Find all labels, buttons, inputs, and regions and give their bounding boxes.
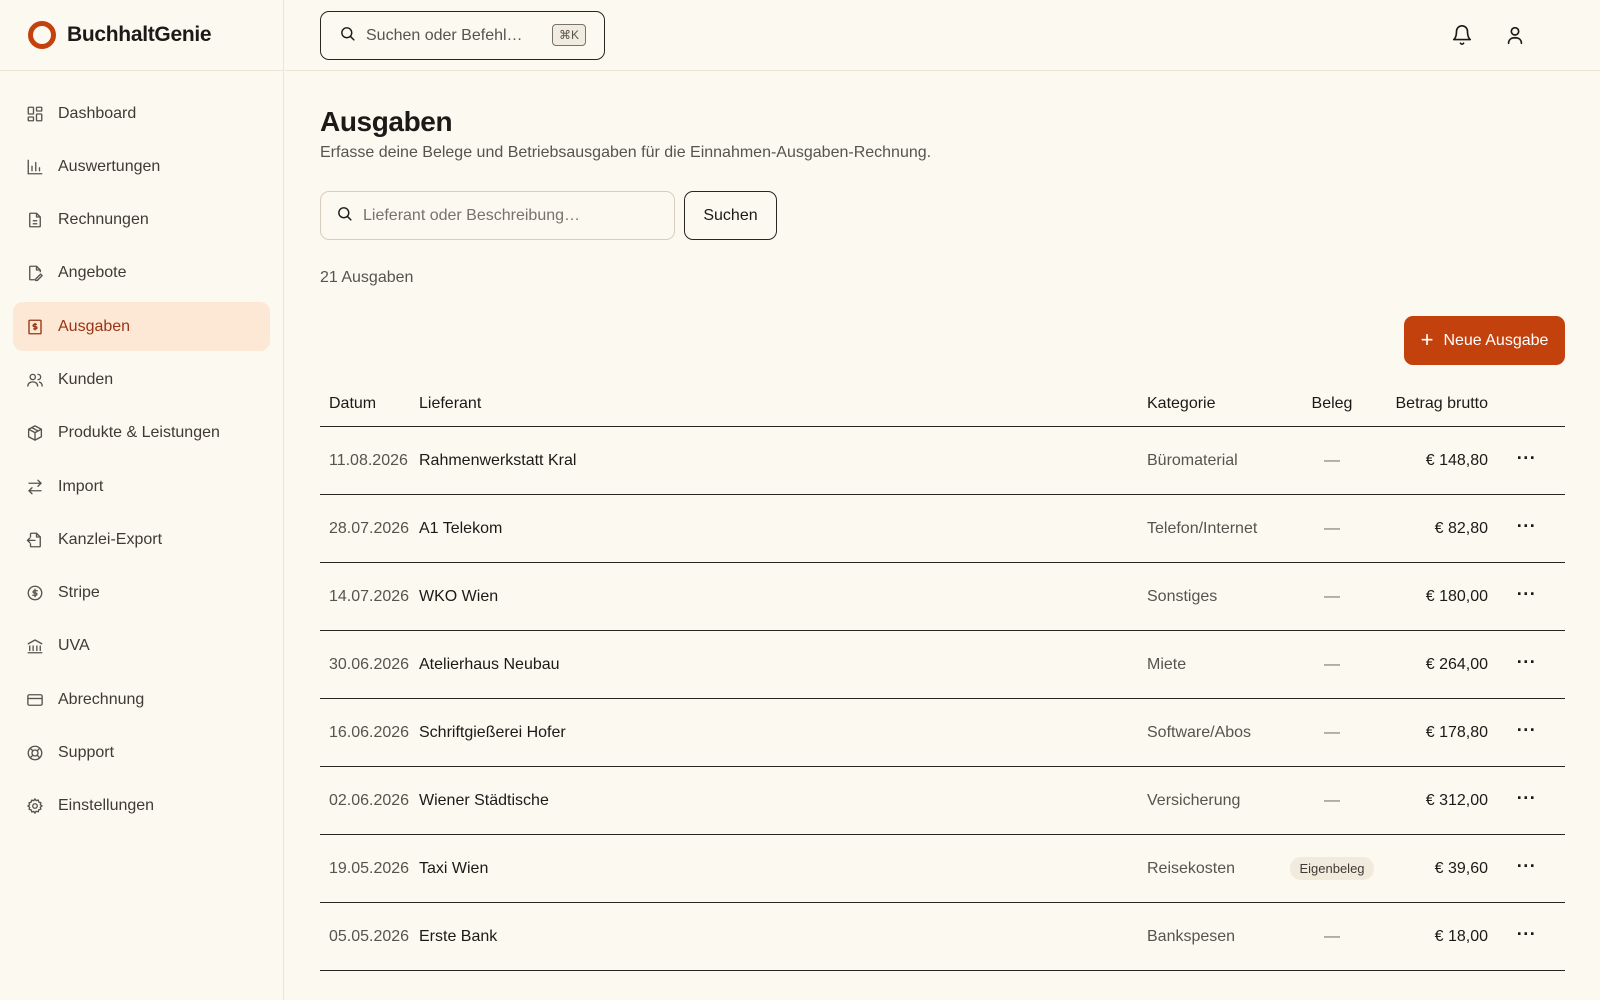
command-search[interactable] <box>320 11 605 60</box>
cell-category: Miete <box>1147 655 1187 673</box>
table-row[interactable] <box>320 699 1565 767</box>
sidebar-item-dashboard[interactable] <box>13 89 270 138</box>
sidebar-item-label: Ausgaben <box>58 317 131 335</box>
sidebar-item-support[interactable] <box>13 729 270 778</box>
sidebar-nav <box>0 71 283 831</box>
sidebar-item-auswertungen[interactable] <box>13 142 270 191</box>
sidebar-item-label: Produkte & Leistungen <box>58 424 220 442</box>
cell-amount: € 82,80 <box>1434 519 1488 537</box>
sidebar-item-label: Kanzlei-Export <box>58 530 163 548</box>
cell-date: 19.05.2026 <box>329 859 410 877</box>
page-title: Ausgaben <box>320 106 453 137</box>
bar-chart-icon <box>26 158 44 176</box>
cell-receipt: — <box>1324 791 1340 809</box>
more-actions-icon[interactable]: ··· <box>1516 719 1537 740</box>
table-row[interactable] <box>320 631 1565 699</box>
sidebar-item-abrechnung[interactable] <box>13 675 270 724</box>
plus-icon: + <box>1420 326 1434 352</box>
cell-actions <box>1488 787 1565 808</box>
cell-date: 28.07.2026 <box>329 519 410 537</box>
header-category[interactable]: Kategorie <box>1147 394 1216 412</box>
page-subtitle: Erfasse deine Belege und Betriebsausgaben für die Einnahmen-Ausgaben-Rechnung. <box>320 144 932 161</box>
sidebar-item-uva[interactable] <box>13 622 270 671</box>
table-row[interactable] <box>320 563 1565 631</box>
cell-amount: € 180,00 <box>1425 587 1488 605</box>
cell-supplier: WKO Wien <box>419 587 499 605</box>
sidebar-item-ausgaben[interactable] <box>13 302 270 351</box>
sidebar-item-angebote[interactable] <box>13 249 270 298</box>
cell-supplier: Wiener Städtische <box>419 791 549 809</box>
sidebar-item-label: Angebote <box>58 264 127 282</box>
cell-supplier: Taxi Wien <box>419 859 489 877</box>
sidebar-item-import[interactable] <box>13 462 270 511</box>
sidebar-item-label: Auswertungen <box>58 157 161 175</box>
cell-amount: € 312,00 <box>1425 791 1488 809</box>
cell-date: 16.06.2026 <box>329 723 410 741</box>
package-icon <box>26 424 44 442</box>
cell-actions <box>1488 719 1565 740</box>
expense-count: 21 Ausgaben <box>320 269 414 286</box>
cell-supplier: Schriftgießerei Hofer <box>419 723 566 741</box>
brand[interactable] <box>0 0 283 71</box>
cell-actions <box>1488 855 1565 876</box>
cell-category: Telefon/Internet <box>1147 519 1258 537</box>
more-actions-icon[interactable]: ··· <box>1516 787 1537 808</box>
cell-date: 11.08.2026 <box>329 451 408 469</box>
command-search-placeholder: Suchen oder Befehl… <box>366 26 523 44</box>
header-supplier[interactable]: Lieferant <box>419 394 482 412</box>
search-icon <box>339 25 356 47</box>
credit-card-icon <box>26 691 44 709</box>
new-expense-label: Neue Ausgabe <box>1443 331 1549 349</box>
more-actions-icon[interactable]: ··· <box>1516 515 1537 536</box>
cell-receipt: — <box>1324 451 1340 469</box>
sidebar-item-label: Support <box>58 744 115 762</box>
cell-receipt <box>1275 857 1389 880</box>
expense-search[interactable] <box>320 191 675 240</box>
search-button[interactable]: Suchen <box>684 191 777 240</box>
table-row[interactable] <box>320 835 1565 903</box>
cell-actions <box>1488 923 1565 944</box>
sidebar-item-kunden[interactable] <box>13 355 270 404</box>
sidebar-item-label: Einstellungen <box>58 797 155 815</box>
cell-category: Sonstiges <box>1147 587 1218 605</box>
header-date[interactable]: Datum <box>329 394 377 412</box>
arrows-swap-icon <box>26 478 44 496</box>
header-amount[interactable]: Betrag brutto <box>1395 394 1488 412</box>
sidebar-item-label: UVA <box>58 637 90 655</box>
header-receipt[interactable]: Beleg <box>1311 394 1353 412</box>
more-actions-icon[interactable]: ··· <box>1516 923 1537 944</box>
expenses-table <box>320 381 1565 971</box>
table-row[interactable] <box>320 903 1565 971</box>
cell-category: Büromaterial <box>1147 451 1238 469</box>
cell-date: 02.06.2026 <box>329 791 410 809</box>
bell-icon[interactable] <box>1449 22 1475 48</box>
shortcut-badge: ⌘K <box>552 24 586 46</box>
table-row[interactable] <box>320 427 1565 495</box>
file-text-icon <box>26 211 44 229</box>
cell-category: Software/Abos <box>1147 723 1252 741</box>
new-expense-button[interactable] <box>1404 316 1565 365</box>
table-body <box>320 427 1565 971</box>
brand-name: BuchhaltGenie <box>67 23 212 46</box>
cell-date: 05.05.2026 <box>329 927 410 945</box>
cell-supplier: Erste Bank <box>419 927 498 945</box>
cell-category: Reisekosten <box>1147 859 1236 877</box>
brand-logo <box>28 21 56 49</box>
file-export-icon <box>26 531 44 549</box>
cell-actions <box>1488 515 1565 536</box>
cell-supplier: Rahmenwerkstatt Kral <box>419 451 577 469</box>
table-row[interactable] <box>320 767 1565 835</box>
cell-date: 30.06.2026 <box>329 655 410 673</box>
sidebar-item-kanzlei-export[interactable] <box>13 515 270 564</box>
sidebar-item-produkte-leistungen[interactable] <box>13 409 270 458</box>
sidebar-item-einstellungen[interactable] <box>13 782 270 831</box>
sidebar-item-label: Rechnungen <box>58 211 149 229</box>
cell-receipt: — <box>1324 655 1340 673</box>
more-actions-icon[interactable]: ··· <box>1516 583 1537 604</box>
cell-amount: € 18,00 <box>1434 927 1488 945</box>
user-icon[interactable] <box>1502 22 1528 48</box>
table-header <box>320 381 1565 427</box>
cell-amount: € 148,80 <box>1425 451 1488 469</box>
lifebuoy-icon <box>26 744 44 762</box>
sidebar-item-label: Import <box>58 477 104 495</box>
bank-icon <box>26 637 44 655</box>
sidebar-item-label: Abrechnung <box>58 690 145 708</box>
cell-receipt: — <box>1324 723 1340 741</box>
cell-actions <box>1488 447 1565 468</box>
cell-amount: € 264,00 <box>1425 655 1488 673</box>
cell-actions <box>1488 651 1565 672</box>
search-icon <box>336 205 353 227</box>
gear-icon <box>26 797 44 815</box>
cell-category: Bankspesen <box>1147 927 1236 945</box>
cell-supplier: A1 Telekom <box>419 519 503 537</box>
cell-amount: € 39,60 <box>1434 859 1488 877</box>
more-actions-icon[interactable]: ··· <box>1516 651 1537 672</box>
more-actions-icon[interactable]: ··· <box>1516 855 1537 876</box>
expense-search-input[interactable] <box>363 207 653 225</box>
receipt-icon <box>26 318 44 336</box>
more-actions-icon[interactable]: ··· <box>1516 447 1537 468</box>
sidebar-item-stripe[interactable] <box>13 569 270 618</box>
table-row[interactable] <box>320 495 1565 563</box>
users-icon <box>26 371 44 389</box>
sidebar-item-label: Kunden <box>58 370 114 388</box>
dollar-circle-icon <box>26 584 44 602</box>
cell-receipt: — <box>1324 927 1340 945</box>
dashboard-icon <box>26 105 44 123</box>
cell-amount: € 178,80 <box>1425 723 1488 741</box>
receipt-badge: Eigenbeleg <box>1290 857 1373 880</box>
cell-category: Versicherung <box>1147 791 1241 809</box>
cell-receipt: — <box>1324 519 1340 537</box>
file-edit-icon <box>26 264 44 282</box>
sidebar-item-rechnungen[interactable] <box>13 196 270 245</box>
sidebar-item-label: Dashboard <box>58 104 137 122</box>
cell-date: 14.07.2026 <box>329 587 410 605</box>
sidebar <box>0 0 284 1000</box>
cell-supplier: Atelierhaus Neubau <box>419 655 560 673</box>
sidebar-item-label: Stripe <box>58 584 100 602</box>
cell-actions <box>1488 583 1565 604</box>
topbar <box>285 0 1600 71</box>
cell-receipt: — <box>1324 587 1340 605</box>
